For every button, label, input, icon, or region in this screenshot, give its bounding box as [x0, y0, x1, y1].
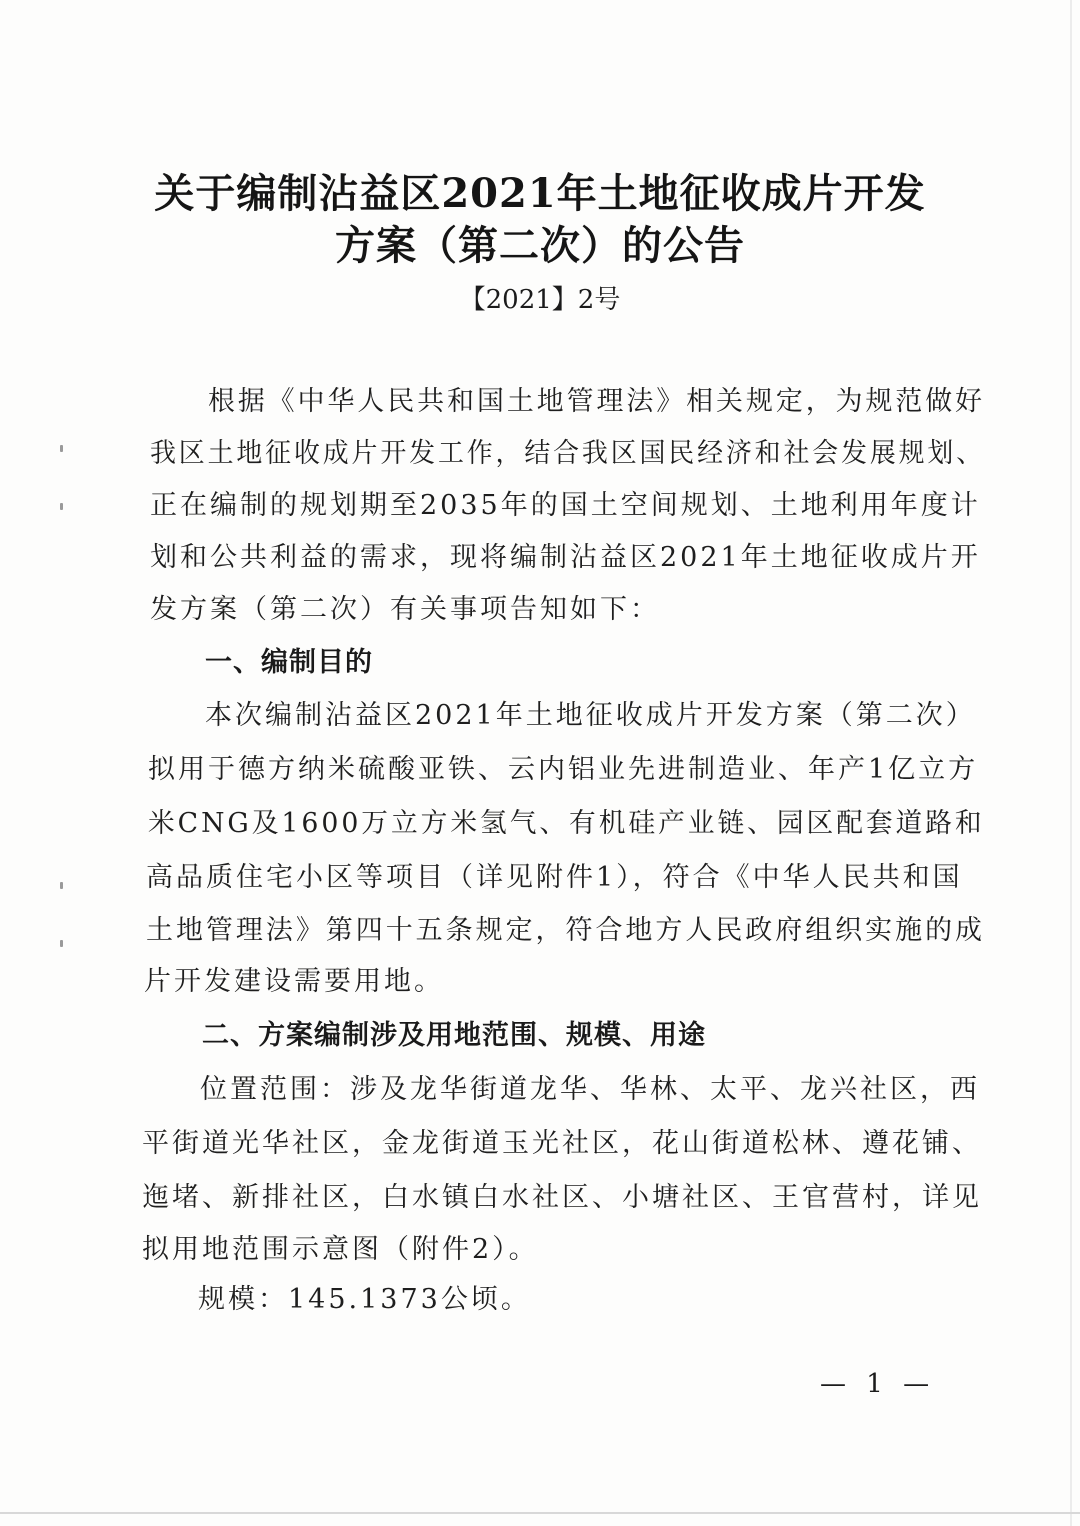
section1-paragraph-line: 拟用于德方纳米硫酸亚铁、云内铝业先进制造业、年产1亿立方 [148, 754, 979, 785]
scan-edge-right [1070, 0, 1072, 1526]
binding-mark [60, 940, 63, 947]
intro-paragraph-line: 划和公共利益的需求，现将编制沾益区2021年土地征收成片开 [150, 542, 981, 573]
document-title-line-1: 关于编制沾益区2021年土地征收成片开发 [154, 170, 926, 217]
section1-paragraph-line: 本次编制沾益区2021年土地征收成片开发方案（第二次） [205, 700, 976, 731]
section-heading-purpose: 一、编制目的 [205, 647, 373, 678]
document-title-line-2: 方案（第二次）的公告 [335, 222, 745, 269]
binding-mark [60, 445, 63, 452]
section2-paragraph-line: 规模：145.1373公顷。 [198, 1284, 531, 1315]
section2-paragraph-line: 迤堵、新排社区，白水镇白水社区、小塘社区、王官营村，详见 [142, 1182, 982, 1213]
intro-paragraph-line: 发方案（第二次）有关事项告知如下： [150, 594, 660, 625]
binding-mark [60, 882, 63, 889]
document-number: 【2021】2号 [459, 285, 621, 315]
intro-paragraph-line: 正在编制的规划期至2035年的国土空间规划、土地利用年度计 [150, 490, 981, 521]
binding-mark [60, 503, 63, 510]
section1-paragraph-line: 片开发建设需要用地。 [144, 966, 444, 997]
intro-paragraph-line: 我区土地征收成片开发工作，结合我区国民经济和社会发展规划、 [150, 438, 986, 469]
section2-paragraph-line: 位置范围：涉及龙华街道龙华、华林、太平、龙兴社区，西 [200, 1074, 980, 1105]
section-heading-scope: 二、方案编制涉及用地范围、规模、用途 [202, 1020, 706, 1051]
section1-paragraph-line: 米CNG及1600万立方米氢气、有机硅产业链、园区配套道路和 [148, 808, 985, 839]
section2-paragraph-line: 拟用地范围示意图（附件2）。 [142, 1234, 539, 1265]
page-number: — 1 — [820, 1369, 936, 1399]
intro-paragraph-line: 根据《中华人民共和国土地管理法》相关规定，为规范做好 [208, 386, 986, 417]
scan-edge-bottom [0, 1512, 1080, 1514]
section1-paragraph-line: 高品质住宅小区等项目（详见附件1），符合《中华人民共和国 [146, 862, 963, 893]
section2-paragraph-line: 平街道光华社区，金龙街道玉光社区，花山街道松林、遵花铺、 [142, 1128, 982, 1159]
section1-paragraph-line: 土地管理法》第四十五条规定，符合地方人民政府组织实施的成 [146, 915, 985, 946]
